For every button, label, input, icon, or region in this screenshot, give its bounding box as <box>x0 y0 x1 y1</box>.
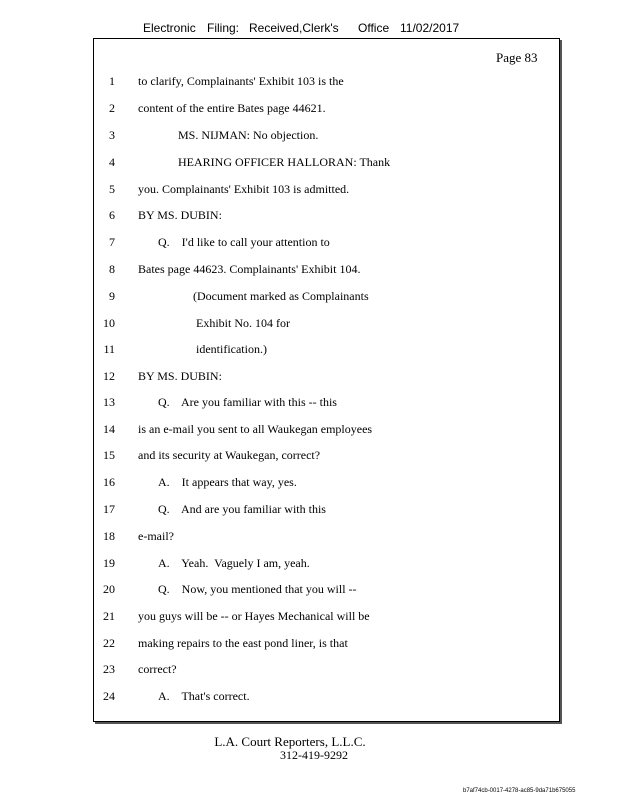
line-number: 11 <box>103 342 115 356</box>
line-text: A. Yeah. Vaguely I am, yeah. <box>158 556 310 570</box>
line-text: HEARING OFFICER HALLORAN: Thank <box>178 155 391 169</box>
line-text: Q. Now, you mentioned that you will -- <box>158 582 357 596</box>
line-number: 3 <box>109 128 115 142</box>
line-number: 14 <box>103 422 115 436</box>
line-number: 6 <box>109 208 115 222</box>
line-text: BY MS. DUBIN: <box>138 208 222 222</box>
filing-stamp <box>0 21 618 37</box>
line-number: 16 <box>103 475 115 489</box>
filing-stamp-date: 11/02/2017 <box>400 21 460 35</box>
filing-stamp-word: Filing: <box>207 21 240 35</box>
filing-stamp-word: Received,Clerk's <box>249 21 339 35</box>
line-number: 21 <box>103 609 115 623</box>
court-reporter-phone: 312-419-9292 <box>280 748 348 762</box>
line-text: Q. And are you familiar with this <box>158 502 326 516</box>
line-number: 8 <box>109 262 115 276</box>
line-number: 20 <box>103 582 115 596</box>
line-number: 9 <box>109 289 115 303</box>
line-text: correct? <box>138 662 177 676</box>
court-reporter-name: L.A. Court Reporters, L.L.C. <box>214 734 366 749</box>
line-text: Q. I'd like to call your attention to <box>158 235 330 249</box>
line-number: 17 <box>103 502 115 516</box>
line-text: Bates page 44623. Complainants' Exhibit 104. <box>138 262 361 276</box>
line-text: to clarify, Complainants' Exhibit 103 is the <box>138 74 344 88</box>
line-number: 18 <box>103 529 115 543</box>
line-text: MS. NIJMAN: No objection. <box>178 128 319 142</box>
line-number: 23 <box>103 662 115 676</box>
line-text: you guys will be -- or Hayes Mechanical will be <box>138 609 370 623</box>
line-number: 13 <box>103 395 115 409</box>
line-text: making repairs to the east pond liner, is that <box>138 636 348 650</box>
document-id: b7af74cb-0017-4278-ac85-9da71b675055 <box>463 788 576 794</box>
line-text: content of the entire Bates page 44621. <box>138 101 326 115</box>
line-text: is an e-mail you sent to all Waukegan employees <box>138 422 373 436</box>
line-number: 24 <box>103 689 115 703</box>
line-number: 4 <box>109 155 115 169</box>
line-text: and its security at Waukegan, correct? <box>138 448 321 462</box>
line-number: 12 <box>103 369 115 383</box>
line-number: 19 <box>103 556 115 570</box>
line-number: 22 <box>103 636 115 650</box>
line-text: e-mail? <box>138 529 174 543</box>
line-text: A. It appears that way, yes. <box>158 475 297 489</box>
line-number: 15 <box>103 448 115 462</box>
line-number: 5 <box>109 182 115 196</box>
line-number: 7 <box>109 235 115 249</box>
line-text: A. That's correct. <box>158 689 250 703</box>
line-number: 1 <box>109 74 115 88</box>
filing-stamp-word: Office <box>358 21 390 35</box>
line-number: 10 <box>103 316 115 330</box>
line-text: you. Complainants' Exhibit 103 is admitted. <box>138 182 350 196</box>
line-text: (Document marked as Complainants <box>193 289 369 303</box>
line-number: 2 <box>109 101 115 115</box>
filing-stamp-word: Electronic <box>143 21 196 35</box>
line-text: Exhibit No. 104 for <box>196 316 290 330</box>
line-text: BY MS. DUBIN: <box>138 369 222 383</box>
page-number: Page 83 <box>496 50 538 65</box>
line-text: identification.) <box>196 342 267 356</box>
line-text: Q. Are you familiar with this -- this <box>158 395 337 409</box>
